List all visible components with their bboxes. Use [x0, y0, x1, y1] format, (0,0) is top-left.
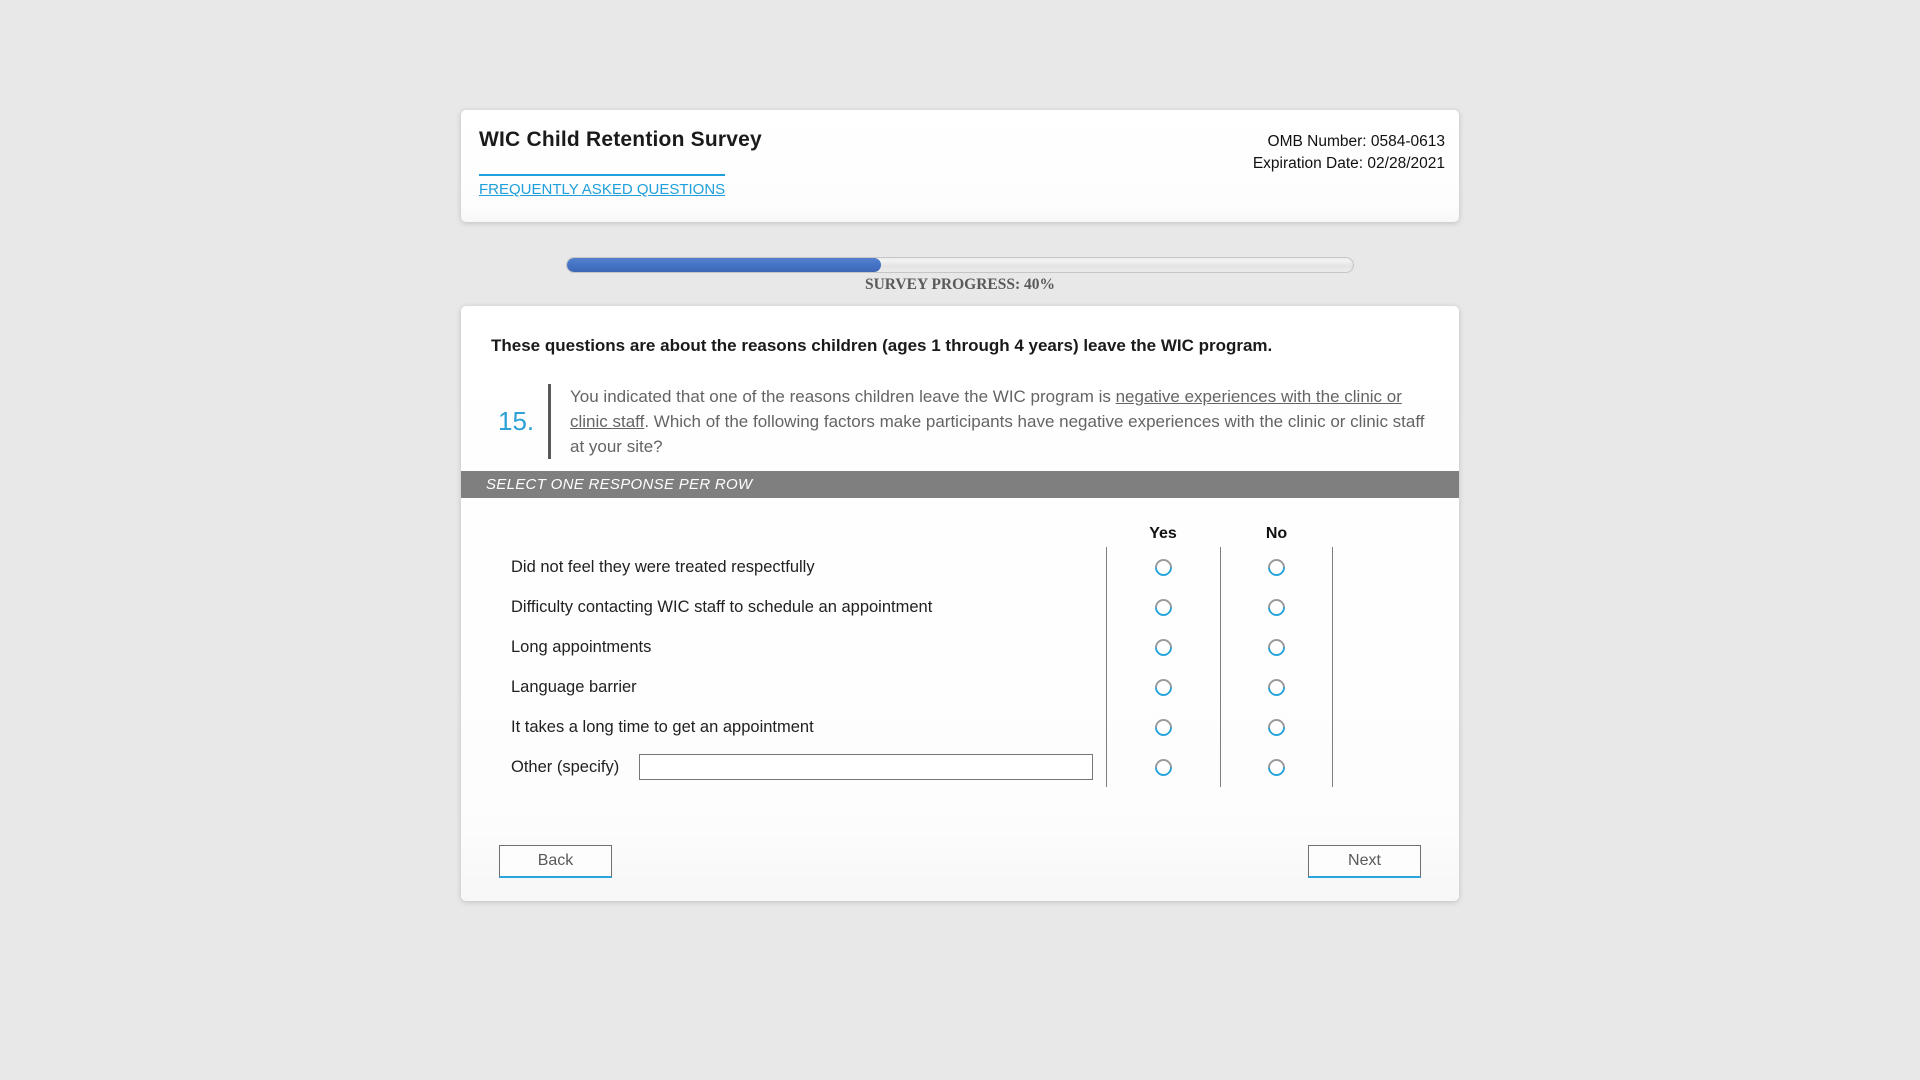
yes-cell: [1106, 547, 1220, 587]
radio-yes-row-4[interactable]: [1151, 715, 1175, 739]
nav-buttons: [491, 845, 1441, 878]
question-text-part1: You indicated that one of the reasons children leave the WIC program is: [570, 387, 1116, 406]
radio-yes-row-0[interactable]: [1151, 555, 1175, 579]
column-header-yes: Yes: [1149, 525, 1177, 542]
row-label: Language barrier: [511, 677, 637, 696]
radio-no-row-3[interactable]: [1264, 675, 1288, 699]
table-row: [491, 747, 1441, 787]
radio-yes-row-2[interactable]: [1151, 635, 1175, 659]
row-label: It takes a long time to get an appointment: [511, 717, 814, 736]
yes-cell: [1106, 707, 1220, 747]
survey-header: [461, 110, 1459, 222]
header-left: [479, 128, 762, 222]
next-button[interactable]: Next: [1308, 845, 1421, 878]
page-title: WIC Child Retention Survey: [479, 128, 762, 151]
row-label: Long appointments: [511, 637, 652, 656]
table-row: [491, 667, 1441, 707]
question-number: 15.: [498, 406, 535, 436]
omb-info: [1253, 128, 1445, 222]
table-row: [491, 547, 1441, 587]
other-specify-input[interactable]: [639, 754, 1093, 780]
column-header-no: No: [1265, 525, 1288, 542]
radio-no-row-5[interactable]: [1264, 755, 1288, 779]
radio-yes-row-5[interactable]: [1151, 755, 1175, 779]
table-row: [491, 587, 1441, 627]
yes-cell: [1106, 627, 1220, 667]
no-cell: [1220, 667, 1333, 707]
row-label: Did not feel they were treated respectfully: [511, 557, 815, 576]
row-label: Difficulty contacting WIC staff to schedule an appointment: [511, 597, 933, 616]
no-cell: [1220, 747, 1333, 787]
table-header-row: [491, 498, 1441, 547]
radio-no-row-4[interactable]: [1264, 715, 1288, 739]
page: [461, 0, 1459, 901]
progress-bar: [566, 257, 1354, 273]
question-block: [491, 384, 1441, 459]
yes-cell: [1106, 587, 1220, 627]
instruction-banner: SELECT ONE RESPONSE PER ROW: [461, 471, 1459, 498]
expiration-date: Expiration Date: 02/28/2021: [1252, 155, 1445, 172]
row-label-other: [491, 754, 1106, 780]
radio-no-row-0[interactable]: [1264, 555, 1288, 579]
section-intro: These questions are about the reasons children (ages 1 through 4 years) leave the WIC program.: [491, 336, 1273, 355]
response-grid: [491, 498, 1441, 787]
progress-bar-fill: [567, 258, 881, 272]
question-text: [548, 384, 1438, 459]
no-cell: [1220, 587, 1333, 627]
faq-link[interactable]: FREQUENTLY ASKED QUESTIONS: [479, 174, 725, 198]
radio-yes-row-3[interactable]: [1151, 675, 1175, 699]
table-row: [491, 627, 1441, 667]
question-card: [461, 306, 1459, 901]
no-cell: [1220, 707, 1333, 747]
radio-no-row-2[interactable]: [1264, 635, 1288, 659]
back-button[interactable]: Back: [499, 845, 612, 878]
omb-number: OMB Number: 0584-0613: [1267, 133, 1445, 150]
radio-yes-row-1[interactable]: [1151, 595, 1175, 619]
table-row: [491, 707, 1441, 747]
question-text-underlined: negative experiences with the clinic or clinic staff: [570, 387, 1402, 431]
other-label: Other (specify): [511, 757, 620, 776]
yes-cell: [1106, 667, 1220, 707]
progress-label: SURVEY PROGRESS: 40%: [864, 276, 1056, 293]
no-cell: [1220, 627, 1333, 667]
no-cell: [1220, 547, 1333, 587]
question-text-part2: . Which of the following factors make participants have negative experiences with the clinic or clinic staff at your site?: [570, 412, 1425, 456]
radio-no-row-1[interactable]: [1264, 595, 1288, 619]
yes-cell: [1106, 747, 1220, 787]
progress-section: [461, 257, 1459, 294]
